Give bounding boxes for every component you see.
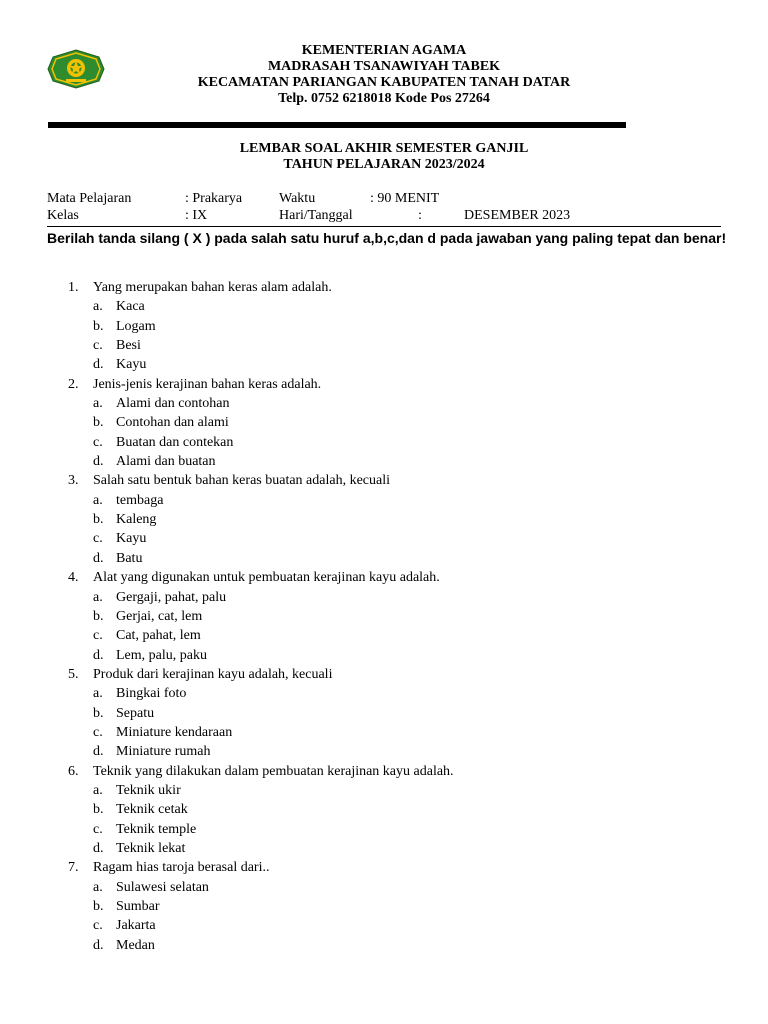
option-letter: a. — [93, 879, 103, 895]
question-list — [68, 278, 708, 955]
header-line: KECAMATAN PARIANGAN KABUPATEN TANAH DATAR — [197, 75, 571, 90]
question-number: 2. — [68, 376, 79, 392]
answer-option — [68, 588, 708, 607]
answer-option — [68, 529, 708, 548]
answer-option — [68, 781, 708, 800]
option-text: Miniature kendaraan — [116, 724, 233, 740]
option-text: Teknik cetak — [116, 802, 188, 818]
answer-option — [68, 878, 708, 897]
option-text: Sulawesi selatan — [116, 879, 209, 895]
class-label: Kelas — [47, 208, 79, 223]
option-letter: d. — [93, 744, 104, 760]
answer-option — [68, 820, 708, 839]
question-item — [68, 278, 708, 297]
option-letter: a. — [93, 492, 103, 508]
option-text: Kayu — [116, 357, 147, 373]
answer-option — [68, 336, 708, 355]
answer-option — [68, 607, 708, 626]
option-letter: b. — [93, 318, 104, 334]
instruction-text: Berilah tanda silang ( X ) pada salah satu huruf a,b,c,dan d pada jawaban yang paling tepat dan benar! — [47, 230, 727, 246]
option-letter: d. — [93, 357, 104, 373]
option-letter: b. — [93, 802, 104, 818]
option-letter: c. — [93, 338, 103, 354]
question-text: Produk dari kerajinan kayu adalah, kecuali — [93, 666, 333, 682]
option-letter: c. — [93, 531, 103, 547]
option-text: Teknik ukir — [116, 782, 181, 798]
option-text: Logam — [116, 318, 156, 334]
answer-option — [68, 916, 708, 935]
answer-option — [68, 510, 708, 529]
answer-option — [68, 897, 708, 916]
answer-option — [68, 317, 708, 336]
option-letter: d. — [93, 840, 104, 856]
option-text: Kaca — [116, 299, 145, 315]
option-text: Bingkai foto — [116, 686, 187, 702]
option-letter: b. — [93, 899, 104, 914]
answer-option — [68, 452, 708, 471]
question-text: Jenis-jenis kerajinan bahan keras adalah. — [93, 376, 322, 392]
option-letter: d. — [93, 550, 104, 566]
option-letter: c. — [93, 821, 103, 837]
header-divider — [48, 122, 626, 128]
option-text: Besi — [116, 338, 141, 354]
exam-title-line: TAHUN PELAJARAN 2023/2024 — [283, 157, 485, 172]
option-letter: a. — [93, 782, 103, 798]
answer-option — [68, 723, 708, 742]
answer-option — [68, 433, 708, 452]
option-text: Jakarta — [116, 918, 156, 934]
answer-option — [68, 704, 708, 723]
option-letter: b. — [93, 608, 104, 624]
option-text: Miniature rumah — [116, 744, 211, 760]
option-text: Teknik lekat — [116, 840, 186, 856]
option-text: Lem, palu, paku — [116, 647, 207, 663]
option-letter: b. — [93, 705, 104, 721]
answer-option — [68, 413, 708, 432]
time-value: : 90 MENIT — [370, 191, 440, 206]
option-text: tembaga — [116, 492, 164, 508]
option-letter: c. — [93, 724, 103, 740]
option-text: Cat, pahat, lem — [116, 628, 201, 644]
question-number: 6. — [68, 763, 79, 779]
header-line: Telp. 0752 6218018 Kode Pos 27264 — [278, 91, 490, 106]
exam-title — [160, 141, 608, 173]
option-letter: c. — [93, 918, 103, 934]
option-text: Sumbar — [116, 899, 160, 914]
question-item — [68, 568, 708, 587]
date-value: DESEMBER 2023 — [464, 208, 571, 223]
option-letter: b. — [93, 415, 104, 431]
question-text: Ragam hias taroja berasal dari.. — [93, 860, 270, 876]
kemenag-emblem-icon — [46, 49, 106, 89]
question-item — [68, 762, 708, 781]
question-text: Alat yang digunakan untuk pembuatan kerajinan kayu adalah. — [93, 570, 440, 586]
time-label: Waktu — [279, 191, 316, 206]
question-number: 5. — [68, 666, 79, 682]
question-number: 1. — [68, 280, 79, 295]
answer-option — [68, 646, 708, 665]
option-text: Kaleng — [116, 512, 157, 528]
answer-option — [68, 297, 708, 316]
option-letter: a. — [93, 299, 103, 315]
exam-title-line: LEMBAR SOAL AKHIR SEMESTER GANJIL — [239, 141, 529, 156]
option-letter: c. — [93, 434, 103, 450]
option-letter: d. — [93, 937, 104, 953]
answer-option — [68, 684, 708, 703]
question-item — [68, 471, 708, 490]
option-letter: a. — [93, 396, 103, 412]
class-value: : IX — [185, 208, 208, 223]
meta-divider — [47, 226, 721, 227]
date-label: Hari/Tanggal — [279, 208, 353, 223]
answer-option — [68, 394, 708, 413]
option-text: Buatan dan contekan — [116, 434, 234, 450]
option-text: Sepatu — [116, 705, 155, 721]
institution-header — [160, 43, 608, 107]
answer-option — [68, 839, 708, 858]
option-text: Gerjai, cat, lem — [116, 608, 203, 624]
option-letter: c. — [93, 628, 103, 644]
option-text: Alami dan buatan — [116, 454, 216, 470]
option-text: Gergaji, pahat, palu — [116, 589, 227, 605]
question-text: Yang merupakan bahan keras alam adalah. — [93, 280, 332, 295]
subject-value: : Prakarya — [185, 191, 243, 206]
option-letter: d. — [93, 647, 104, 663]
option-text: Kayu — [116, 531, 147, 547]
header-line: KEMENTERIAN AGAMA — [301, 43, 467, 58]
question-number: 7. — [68, 860, 79, 876]
option-text: Medan — [116, 937, 155, 953]
answer-option — [68, 742, 708, 761]
option-text: Contohan dan alami — [116, 415, 229, 431]
option-letter: a. — [93, 589, 103, 605]
header-line: MADRASAH TSANAWIYAH TABEK — [267, 59, 501, 74]
option-text: Alami dan contohan — [116, 396, 230, 412]
answer-option — [68, 936, 708, 955]
answer-option — [68, 800, 708, 819]
answer-option — [68, 491, 708, 510]
subject-label: Mata Pelajaran — [47, 191, 132, 206]
question-text: Salah satu bentuk bahan keras buatan adalah, kecuali — [93, 473, 390, 489]
answer-option — [68, 549, 708, 568]
question-number: 4. — [68, 570, 79, 586]
question-text: Teknik yang dilakukan dalam pembuatan kerajinan kayu adalah. — [93, 763, 454, 779]
option-text: Teknik temple — [116, 821, 197, 837]
option-text: Batu — [116, 550, 143, 566]
question-item — [68, 375, 708, 394]
question-item — [68, 858, 708, 877]
option-letter: b. — [93, 512, 104, 528]
date-colon: : — [418, 208, 422, 223]
option-letter: a. — [93, 686, 103, 702]
option-letter: d. — [93, 454, 104, 470]
answer-option — [68, 626, 708, 645]
answer-option — [68, 355, 708, 374]
question-item — [68, 665, 708, 684]
question-number: 3. — [68, 473, 79, 489]
